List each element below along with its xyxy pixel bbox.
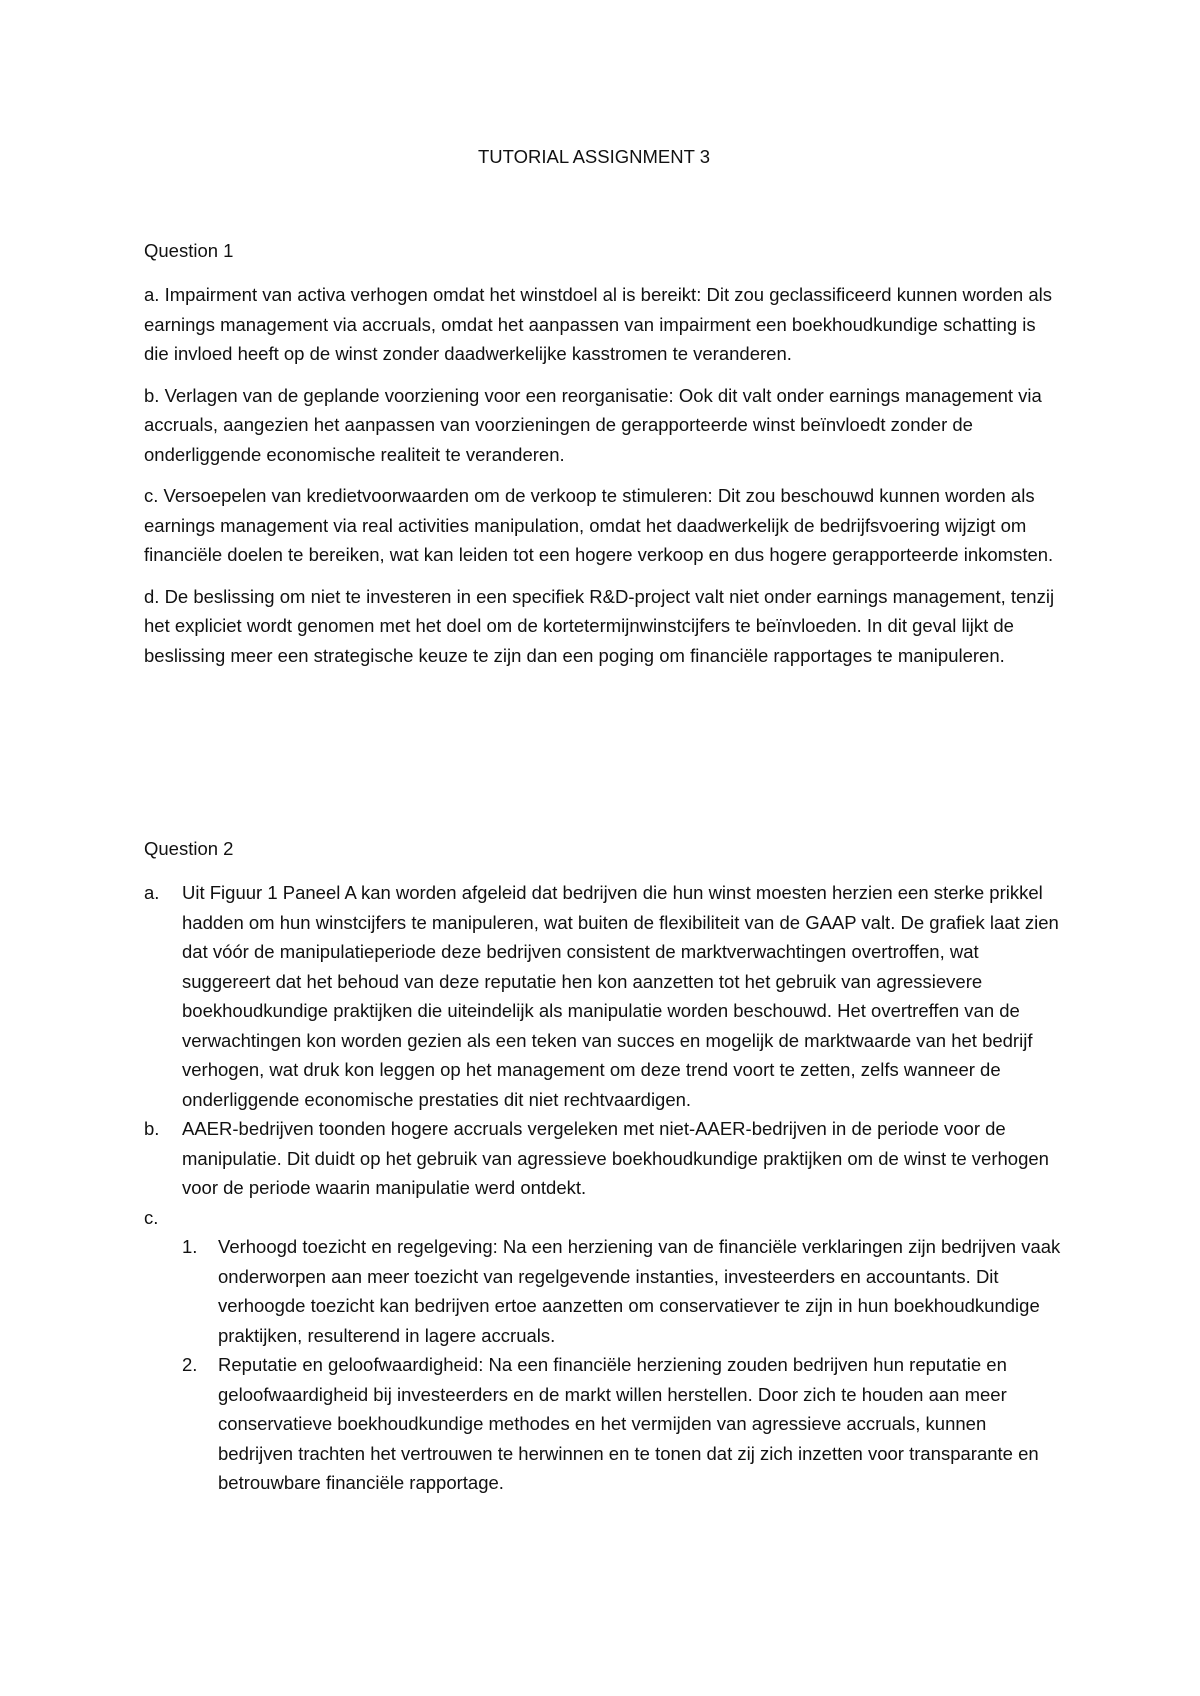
list-marker: 2. — [182, 1354, 198, 1375]
question-1-answer-a: a. Impairment van activa verhogen omdat het winstdoel al is bereikt: Dit zou geclassificeerd kunnen worden als earnings management via accruals, omdat het aanpassen van impairment een boekhoudkundige schatting is die invloed heeft op de winst zonder daadwerkelijke kasstromen te veranderen. — [144, 284, 1052, 364]
list-marker: a. — [144, 882, 160, 903]
answer-text: AAER-bedrijven toonden hogere accruals vergeleken met niet-AAER-bedrijven in de periode voor de manipulatie. Dit duidt op het gebruik van agressieve boekhoudkundige praktijken om de winst te verhogen voor de periode waarin manipulatie werd ontdekt. — [182, 1118, 1049, 1198]
answer-text: Uit Figuur 1 Paneel A kan worden afgeleid dat bedrijven die hun winst moesten herzien een sterke prikkel hadden om hun winstcijfers te manipuleren, wat buiten de flexibiliteit van de GAAP valt. De grafiek laat zien dat vóór de manipulatieperiode deze bedrijven consistent de marktverwachtingen overtroffen, wat suggereert dat het behoud van deze reputatie hen kon aanzetten tot het gebruik van agressievere boekhoudkundige praktijken die uiteindelijk als manipulatie worden beschouwd. Het overtreffen van de verwachtingen kon worden gezien als een teken van succes en mogelijk de marktwaarde van het bedrijf verhogen, wat druk kon leggen op het management om deze trend voort te zetten, zelfs wanneer de onderliggende economische prestaties dit niet rechtvaardigen. — [182, 882, 1059, 1110]
question-1-answer-c: c. Versoepelen van kredietvoorwaarden om de verkoop te stimuleren: Dit zou beschouwd kunnen worden als earnings management via real activities manipulation, omdat het daadwerkelijk de bedrijfsvoering wijzigt om financiële doelen te bereiken, wat kan leiden tot een hogere verkoop en dus hogere gerapporteerde inkomsten. — [144, 485, 1054, 565]
document-title: TUTORIAL ASSIGNMENT 3 — [478, 146, 710, 167]
question-1-answer-b: b. Verlagen van de geplande voorziening voor een reorganisatie: Ook dit valt onder earnings management via accruals, aangezien het aanpassen van voorzieningen de gerapporteerde winst beïnvloedt zonder de onderliggende economische realiteit te veranderen. — [144, 384, 1042, 465]
answer-text: Verhoogd toezicht en regelgeving: Na een herziening van de financiële verklaringen zijn bedrijven vaak onderworpen aan meer toezicht van regelgevende instanties, investeerders en accountants. Dit verhoogde toezicht kan bedrijven ertoe aanzetten om conservatiever te zijn in hun boekhoudkundige praktijken, resulterend in lagere accruals. — [218, 1236, 1061, 1346]
question-2-answer-c-list — [144, 1232, 1064, 1498]
question-2-heading: Question 2 — [144, 838, 234, 859]
question-1-answers — [144, 280, 1056, 682]
question-2-answer-c-item-1 — [144, 1232, 1064, 1350]
question-1-heading: Question 1 — [144, 240, 234, 261]
list-marker: 1. — [182, 1236, 198, 1257]
answer-text: Reputatie en geloofwaardigheid: Na een financiële herziening zouden bedrijven hun reputatie en geloofwaardigheid bij investeerders en de markt willen herstellen. Door zich te houden aan meer conservatieve boekhoudkundige methodes en het vermijden van agressieve accruals, kunnen bedrijven trachten het vertrouwen te herwinnen en te tonen dat zij zich inzetten voor transparante en betrouwbare financiële rapportage. — [218, 1354, 1039, 1493]
list-marker: b. — [144, 1118, 160, 1139]
list-marker: c. — [144, 1206, 159, 1228]
question-2-answer-c — [144, 1203, 1064, 1233]
question-2-answer-b — [144, 1114, 1064, 1203]
answer-text — [182, 1207, 187, 1228]
question-2-answer-c-item-2 — [144, 1350, 1064, 1498]
question-1-answer-d: d. De beslissing om niet te investeren in een specifiek R&D-project valt niet onder earnings management, tenzij het expliciet wordt genomen met het doel om de kortetermijnwinstcijfers te beïnvloeden. In dit geval lijkt de beslissing meer een strategische keuze te zijn dan een poging om financiële rapportages te manipuleren. — [144, 585, 1055, 666]
question-2-answer-a — [144, 878, 1064, 1114]
question-2-answers — [144, 878, 1064, 1498]
